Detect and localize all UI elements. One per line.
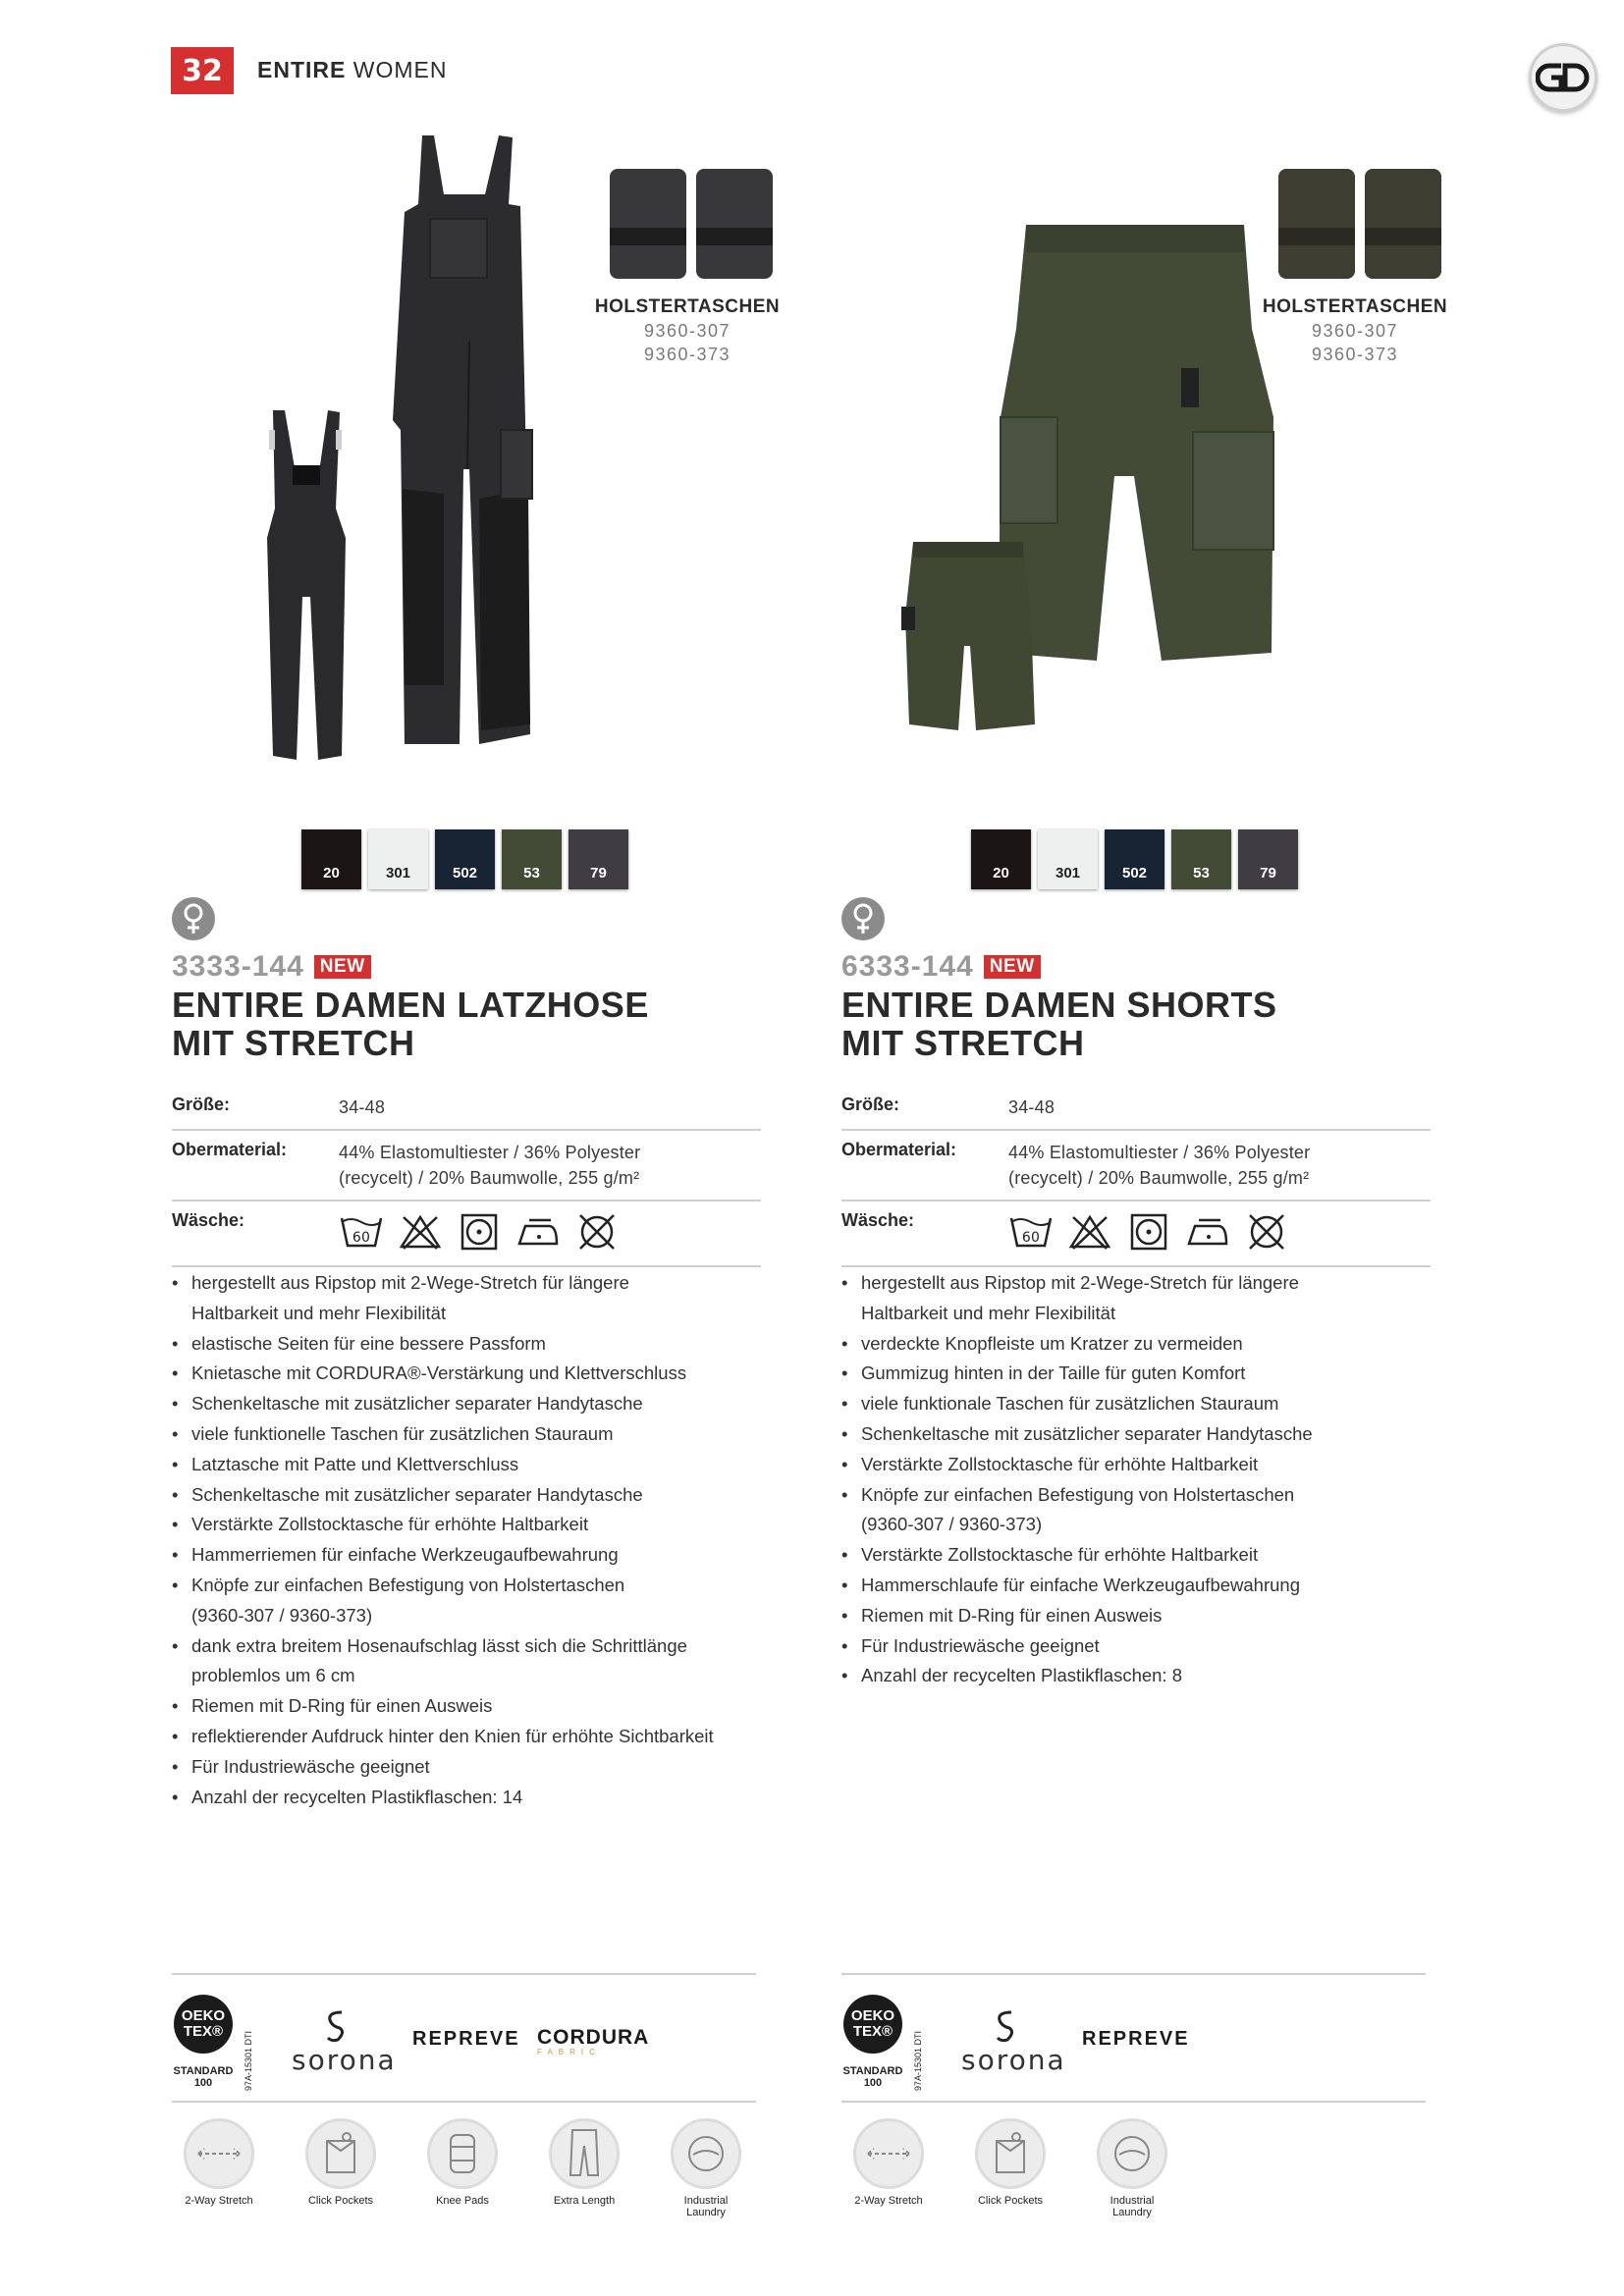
product-title-left — [172, 986, 649, 1062]
feature-item: • Verstärkte Zollstocktasche für erhöhte Haltbarkeit — [172, 1510, 781, 1540]
spec-row-wash — [841, 1201, 1431, 1267]
swatch-20[interactable]: 20 — [971, 829, 1031, 889]
size-value: 34-48 — [339, 1097, 386, 1117]
holster-title-right: HOLSTERTASCHEN — [1262, 296, 1448, 317]
no-dry-clean-icon — [574, 1212, 620, 1252]
holster-code-2-right: 9360-373 — [1311, 345, 1399, 364]
color-swatches-left — [301, 829, 628, 889]
feature-item: problemlos um 6 cm — [191, 1665, 355, 1686]
feature-item: • Für Industriewäsche geeignet — [841, 1631, 1450, 1662]
no-dry-clean-icon — [1244, 1212, 1289, 1252]
divider — [841, 2101, 1426, 2103]
no-bleach-icon — [398, 1212, 443, 1252]
feature-item: • Hammerschlaufe für einfache Werkzeugaufbewahrung — [841, 1571, 1450, 1601]
holster-title-left: HOLSTERTASCHEN — [594, 296, 781, 317]
product-title-line-2: MIT STRETCH — [841, 1023, 1085, 1063]
feature-item: (9360-307 / 9360-373) — [861, 1514, 1043, 1535]
oeko-tex-logo: OEKO TEX® — [174, 1995, 233, 2054]
new-badge: NEW — [984, 955, 1041, 979]
material-label: Obermaterial: — [841, 1140, 957, 1159]
holster-label-right — [1257, 296, 1453, 365]
material-value: 44% Elastomultiester / 36% Polyester (recycelt) / 20% Baumwolle, 255 g/m² — [1008, 1143, 1311, 1188]
knee-pad-icon: Knee Pads — [423, 2118, 502, 2207]
dungarees-front-image — [383, 135, 550, 754]
swatch-79[interactable]: 79 — [1238, 829, 1298, 889]
section-title — [257, 57, 447, 83]
spec-table-left — [172, 1086, 761, 1267]
spec-table-right — [841, 1086, 1431, 1267]
feature-item: (9360-307 / 9360-373) — [191, 1604, 373, 1626]
color-swatches-right — [971, 829, 1298, 889]
article-code: 6333-144 — [841, 950, 974, 983]
oeko-tex-logo: OEKO TEX® — [843, 1995, 902, 2054]
swatch-53[interactable]: 53 — [1171, 829, 1231, 889]
feature-item: • Knöpfe zur einfachen Befestigung von Holstertaschen — [841, 1480, 1450, 1511]
product-title-line-1: ENTIRE DAMEN LATZHOSE — [172, 985, 649, 1025]
feature-list-left — [172, 1268, 781, 1812]
section-title-bold: ENTIRE — [257, 57, 347, 82]
divider — [841, 1973, 1426, 1975]
holster-code-1-left: 9360-307 — [643, 321, 731, 341]
sorona-s-icon — [324, 2008, 348, 2044]
swatch-502[interactable]: 502 — [435, 829, 495, 889]
article-number-right — [841, 950, 1041, 984]
divider — [172, 2101, 756, 2103]
swatch-20[interactable]: 20 — [301, 829, 361, 889]
size-value: 34-48 — [1008, 1097, 1056, 1117]
article-code: 3333-144 — [172, 950, 304, 983]
oeko-tex-standard: STANDARD 100 — [842, 2065, 903, 2089]
swatch-301[interactable]: 301 — [368, 829, 428, 889]
feature-item: • Riemen mit D-Ring für einen Ausweis — [172, 1691, 781, 1722]
spec-row-material — [841, 1131, 1431, 1201]
feature-item: • Schenkeltasche mit zusätzlicher separater Handytasche — [172, 1389, 781, 1419]
repreve-logo: REPREVE — [1082, 2028, 1190, 2050]
feature-item: • Verstärkte Zollstocktasche für erhöhte Haltbarkeit — [841, 1450, 1450, 1480]
feature-item: Haltbarkeit und mehr Flexibilität — [191, 1302, 447, 1323]
holster-code-1-right: 9360-307 — [1311, 321, 1399, 341]
female-icon — [841, 897, 885, 940]
wash-60-icon — [339, 1212, 384, 1252]
dungarees-back-image — [257, 410, 355, 764]
feature-item: • Anzahl der recycelten Plastikflaschen: 14 — [172, 1783, 781, 1813]
cordura-logo: CORDURA FABRIC — [537, 2026, 650, 2056]
svg-text:60: 60 — [1021, 1230, 1041, 1246]
no-bleach-icon — [1067, 1212, 1112, 1252]
click-pocket-icon: Click Pockets — [301, 2118, 380, 2207]
feature-item: • verdeckte Knopfleiste um Kratzer zu vermeiden — [841, 1329, 1450, 1360]
oeko-tex-number: 97A-15301 DTI — [244, 2030, 253, 2091]
swatch-502[interactable]: 502 — [1105, 829, 1164, 889]
product-title-line-1: ENTIRE DAMEN SHORTS — [841, 985, 1277, 1025]
wash-label: Wäsche: — [172, 1210, 245, 1230]
stretch-icon: 2-Way Stretch — [849, 2118, 928, 2207]
industrial-laundry-icon: Industrial Laundry — [667, 2118, 745, 2218]
page-number: 32 — [171, 47, 234, 94]
holster-label-left — [589, 296, 785, 365]
feature-item: • Knöpfe zur einfachen Befestigung von Holstertaschen — [172, 1571, 781, 1601]
feature-item: • Knietasche mit CORDURA®-Verstärkung und Klettverschluss — [172, 1359, 781, 1389]
holster-pockets-right-image — [1274, 167, 1451, 285]
click-pocket-icon: Click Pockets — [971, 2118, 1050, 2207]
care-icons — [1008, 1210, 1431, 1252]
feature-item: Haltbarkeit und mehr Flexibilität — [861, 1302, 1116, 1323]
feature-item: • Anzahl der recycelten Plastikflaschen: 8 — [841, 1661, 1450, 1691]
feature-item: • Schenkeltasche mit zusätzlicher separater Handytasche — [841, 1419, 1450, 1450]
spec-row-wash — [172, 1201, 761, 1267]
care-icons — [339, 1210, 761, 1252]
shorts-back-image — [901, 538, 1039, 734]
sorona-s-icon — [994, 2008, 1017, 2044]
gd-logo-icon — [1536, 60, 1591, 95]
female-icon — [172, 897, 215, 940]
material-label: Obermaterial: — [172, 1140, 288, 1159]
new-badge: NEW — [314, 955, 371, 979]
oeko-tex-number: 97A-15301 DTI — [913, 2030, 923, 2091]
size-label: Größe: — [841, 1095, 900, 1114]
feature-item: • Für Industriewäsche geeignet — [172, 1752, 781, 1783]
material-value: 44% Elastomultiester / 36% Polyester (recycelt) / 20% Baumwolle, 255 g/m² — [339, 1143, 641, 1188]
feature-item: • reflektierender Aufdruck hinter den Knien für erhöhte Sichtbarkeit — [172, 1722, 781, 1752]
divider — [172, 1973, 756, 1975]
swatch-79[interactable]: 79 — [568, 829, 628, 889]
feature-list-right — [841, 1268, 1450, 1691]
holster-pockets-left-image — [606, 167, 783, 285]
wash-label: Wäsche: — [841, 1210, 915, 1230]
article-number-left — [172, 950, 371, 984]
feature-item: • Verstärkte Zollstocktasche für erhöhte Haltbarkeit — [841, 1540, 1450, 1571]
feature-item: • elastische Seiten für eine bessere Passform — [172, 1329, 781, 1360]
oeko-tex-standard: STANDARD 100 — [173, 2065, 234, 2089]
svg-text:60: 60 — [352, 1230, 371, 1246]
product-title-right — [841, 986, 1277, 1062]
spec-row-material — [172, 1131, 761, 1201]
feature-item: • viele funktionale Taschen für zusätzlichen Stauraum — [841, 1389, 1450, 1419]
feature-item: • Latztasche mit Patte und Klettverschluss — [172, 1450, 781, 1480]
swatch-301[interactable]: 301 — [1038, 829, 1098, 889]
product-title-line-2: MIT STRETCH — [172, 1023, 415, 1063]
holster-code-2-left: 9360-373 — [643, 345, 731, 364]
feature-item: • Riemen mit D-Ring für einen Ausweis — [841, 1601, 1450, 1631]
section-title-rest: WOMEN — [352, 57, 448, 82]
feature-item: • Schenkeltasche mit zusätzlicher separater Handytasche — [172, 1480, 781, 1511]
iron-icon — [515, 1212, 561, 1252]
tumble-dry-icon — [1126, 1212, 1171, 1252]
spec-row-size — [172, 1086, 761, 1131]
feature-item: • Gummizug hinten in der Taille für guten Komfort — [841, 1359, 1450, 1389]
swatch-53[interactable]: 53 — [502, 829, 562, 889]
brand-logo — [1529, 43, 1597, 112]
feature-item: • viele funktionelle Taschen für zusätzlichen Stauraum — [172, 1419, 781, 1450]
tumble-dry-icon — [457, 1212, 502, 1252]
extra-length-icon: Extra Length — [545, 2118, 623, 2207]
feature-item: • hergestellt aus Ripstop mit 2-Wege-Stretch für längere — [841, 1268, 1450, 1299]
size-label: Größe: — [172, 1095, 231, 1114]
industrial-laundry-icon: Industrial Laundry — [1093, 2118, 1171, 2218]
feature-item: • dank extra breitem Hosenaufschlag lässt sich die Schrittlänge — [172, 1631, 781, 1662]
feature-item: • hergestellt aus Ripstop mit 2-Wege-Stretch für längere — [172, 1268, 781, 1299]
feature-item: • Hammerriemen für einfache Werkzeugaufbewahrung — [172, 1540, 781, 1571]
spec-row-size — [841, 1086, 1431, 1131]
wash-60-icon — [1008, 1212, 1054, 1252]
repreve-logo: REPREVE — [412, 2028, 520, 2050]
stretch-icon: 2-Way Stretch — [180, 2118, 258, 2207]
iron-icon — [1185, 1212, 1230, 1252]
